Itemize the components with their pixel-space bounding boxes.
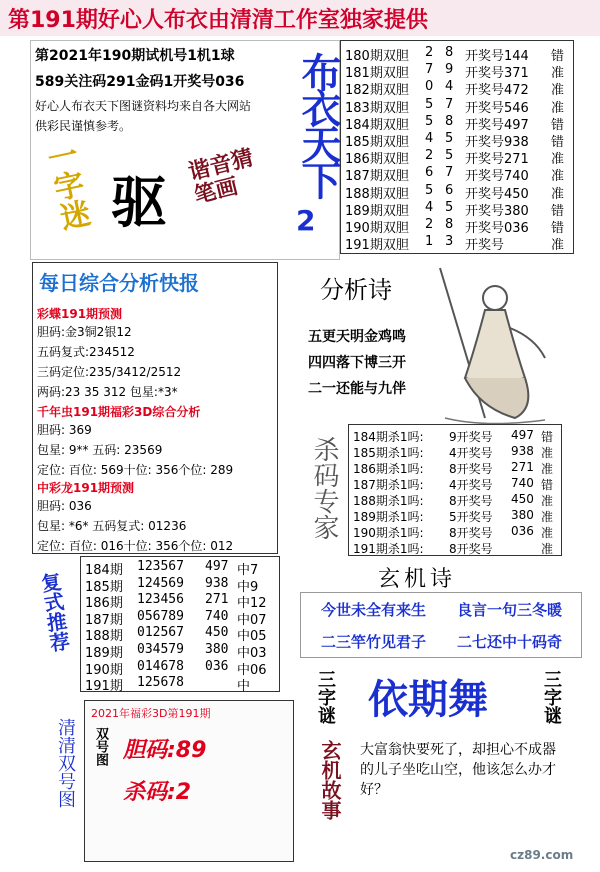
- history-prize: 开奖号271: [465, 152, 529, 168]
- caidie-line: 五码复式:234512: [37, 345, 135, 359]
- history-result: 准: [551, 83, 565, 99]
- compound-issue: 191期: [85, 679, 123, 695]
- zcl-line: 胆码: 036: [37, 499, 92, 513]
- history-a: 6: [425, 165, 434, 181]
- kill-result: 准: [541, 542, 554, 556]
- history-a: 7: [425, 62, 434, 78]
- kill-num: 380: [511, 508, 534, 522]
- history-b: 7: [445, 165, 454, 181]
- qnc-line: 包星: 9** 五码: 23569: [37, 443, 163, 457]
- compound-hit: 中06: [237, 662, 267, 678]
- kill-issue: 190期杀1吗:: [353, 526, 424, 540]
- history-a: 2: [425, 45, 434, 60]
- compound-hit: 中12: [237, 596, 267, 612]
- history-result: 准: [551, 238, 565, 254]
- compound-hit: 中: [237, 679, 251, 695]
- intro-line-1: 第2021年190期试机号1机1球: [35, 48, 235, 64]
- kill-label: 杀码专家: [309, 436, 339, 540]
- history-a: 1: [425, 234, 434, 250]
- kill-value: 8开奖号: [449, 526, 493, 540]
- watermark: cz89.com: [510, 848, 574, 862]
- kill-result: 准: [541, 510, 554, 524]
- kill-value: 8开奖号: [449, 542, 493, 556]
- history-issue: 186期双胆: [345, 152, 409, 168]
- bottom-riddle-right: 三字谜: [541, 670, 562, 724]
- history-a: 2: [425, 217, 434, 232]
- compound-hit: 中7: [237, 563, 259, 578]
- compound-issue: 186期: [85, 596, 123, 612]
- kill-value: 8开奖号: [449, 462, 493, 476]
- compound-label: 复式推荐: [36, 570, 72, 654]
- history-result: 准: [551, 152, 565, 168]
- history-a: 5: [425, 182, 434, 198]
- history-a: 5: [425, 113, 434, 129]
- intro-line-4: 供彩民谨慎参考。: [35, 119, 132, 133]
- kill-result: 准: [541, 494, 554, 508]
- history-issue: 180期双胆: [345, 49, 409, 64]
- double-chart-side: 双号图: [93, 727, 108, 766]
- compound-issue: 185期: [85, 579, 123, 595]
- bottom-riddle-center: 依期舞: [368, 677, 488, 723]
- compound-hit: 中07: [237, 612, 267, 628]
- history-b: 5: [445, 131, 454, 146]
- compound-num: 450: [205, 625, 229, 641]
- compound-num: 380: [205, 642, 229, 657]
- compound-hit: 中03: [237, 646, 267, 661]
- history-prize: 开奖号371: [465, 66, 529, 82]
- history-prize: 开奖号144: [465, 49, 529, 64]
- kill-value: 4开奖号: [449, 478, 493, 492]
- history-result: 错: [551, 203, 565, 219]
- zcl-title: 中彩龙191期预测: [37, 481, 135, 495]
- history-result: 准: [551, 66, 565, 82]
- kill-result: 准: [541, 462, 554, 476]
- compound-num: 740: [205, 608, 229, 624]
- compound-issue: 189期: [85, 646, 123, 661]
- daily-banner: 每日综合分析快报: [39, 271, 199, 295]
- kill-issue: 189期杀1吗:: [353, 510, 424, 524]
- kill-panel: [348, 424, 562, 556]
- xuanji-panel: [300, 592, 582, 658]
- intro-line-3: 好心人布衣天下图谜资料均来自各大网站: [35, 99, 252, 113]
- compound-set: 014678: [137, 658, 184, 674]
- compound-set: 123567: [137, 559, 184, 574]
- history-issue: 183期双胆: [345, 100, 409, 116]
- compound-num: 938: [205, 575, 229, 591]
- history-result: 准: [551, 186, 565, 202]
- kill-value: 5开奖号: [449, 510, 493, 524]
- caidie-line: 胆码:金3铜2银12: [37, 325, 132, 339]
- history-issue: 191期双胆: [345, 238, 409, 254]
- kill-num: 450: [511, 492, 534, 506]
- riddle-center-char: 驱: [111, 171, 167, 236]
- history-a: 2: [425, 148, 434, 164]
- history-prize: 开奖号: [465, 238, 505, 254]
- history-b: 4: [445, 79, 454, 95]
- riddle-left-vertical: 一字迷: [39, 138, 92, 234]
- qnc-line: 定位: 百位: 569十位: 356个位: 289: [37, 463, 234, 477]
- compound-num: 271: [205, 592, 229, 608]
- kill-num: 497: [511, 428, 534, 442]
- history-result: 错: [551, 135, 565, 150]
- kill-value: 8开奖号: [449, 494, 493, 508]
- intro-line-2: 589关注码291金码1开奖号036: [35, 74, 245, 90]
- brand-number: 2: [296, 204, 316, 237]
- bottom-riddle-left: 三字谜: [315, 670, 336, 724]
- compound-num: 036: [205, 658, 229, 674]
- history-prize: 开奖号497: [465, 117, 529, 133]
- story-text: 大富翁快要死了，却担心不成器的儿子坐吃山空，他该怎么办才好？: [360, 742, 556, 798]
- history-prize: 开奖号546: [465, 100, 529, 116]
- xuanji-line-1b: 良言一句三冬暖: [457, 601, 563, 619]
- kill-num: 271: [511, 460, 534, 474]
- compound-set: 125678: [137, 675, 184, 691]
- poem-line-2: 四四落下博三开: [308, 355, 406, 371]
- history-issue: 182期双胆: [345, 83, 409, 99]
- story-label: 玄机故事: [318, 740, 342, 820]
- compound-num: 497: [205, 559, 229, 574]
- history-prize: 开奖号380: [465, 203, 529, 219]
- kill-value: 4开奖号: [449, 446, 493, 460]
- riddle-right-text: 谐音猜笔画: [186, 145, 257, 209]
- compound-panel: [80, 556, 280, 695]
- history-a: 5: [425, 96, 434, 112]
- history-result: 错: [551, 221, 565, 236]
- kill-issue: 187期杀1吗:: [353, 478, 424, 492]
- xuanji-title: 玄机诗: [378, 567, 457, 592]
- history-result: 准: [551, 169, 565, 185]
- compound-hit: 中9: [237, 579, 259, 595]
- compound-hit: 中05: [237, 629, 267, 645]
- xuanji-line-2b: 二七还中十码奇: [457, 633, 563, 651]
- caidie-line: 三码定位:235/3412/2512: [37, 365, 182, 379]
- qnc-title: 千年虫191期福彩3D综合分析: [37, 405, 201, 419]
- history-issue: 189期双胆: [345, 203, 409, 219]
- compound-set: 123456: [137, 592, 184, 608]
- kill-issue: 184期杀1吗:: [353, 430, 424, 444]
- history-result: 准: [551, 100, 565, 116]
- history-b: 8: [445, 113, 454, 129]
- double-chart-title: 2021年福彩3D第191期: [91, 707, 211, 720]
- caidie-line: 两码:23 35 312 包星:*3*: [37, 385, 178, 399]
- kill-result: 准: [541, 446, 554, 460]
- poem-title: 分析诗: [320, 276, 392, 304]
- kill-result: 错: [541, 478, 554, 492]
- history-b: 6: [445, 182, 454, 198]
- kill-num: 036: [511, 524, 534, 538]
- kill-num: 740: [511, 476, 534, 490]
- compound-issue: 184期: [85, 563, 123, 578]
- history-a: 4: [425, 131, 434, 146]
- xuanji-line-1a: 今世未全有来生: [321, 601, 427, 619]
- compound-set: 124569: [137, 575, 184, 591]
- zcl-line: 包星: *6* 五码复式: 01236: [37, 519, 187, 533]
- compound-set: 056789: [137, 608, 184, 624]
- history-panel: [340, 40, 574, 254]
- dan-code: 胆码:89: [123, 738, 207, 763]
- history-b: 5: [445, 199, 454, 215]
- brand-vertical: 布衣天下: [295, 52, 341, 196]
- history-issue: 187期双胆: [345, 169, 409, 185]
- kill-issue: 185期杀1吗:: [353, 446, 424, 460]
- kill-issue: 191期杀1吗:: [353, 542, 424, 556]
- daily-panel: [32, 262, 278, 554]
- compound-issue: 190期: [85, 662, 123, 678]
- kill-issue: 188期杀1吗:: [353, 494, 424, 508]
- qnc-line: 胆码: 369: [37, 423, 92, 437]
- history-prize: 开奖号938: [465, 135, 529, 150]
- compound-set: 034579: [137, 642, 184, 657]
- history-prize: 开奖号472: [465, 83, 529, 99]
- history-b: 5: [445, 148, 454, 164]
- caidie-title: 彩蝶191期预测: [37, 307, 123, 321]
- compound-issue: 188期: [85, 629, 123, 645]
- history-result: 错: [551, 49, 565, 64]
- kill-value: 9开奖号: [449, 430, 493, 444]
- history-b: 8: [445, 45, 454, 60]
- history-a: 4: [425, 199, 434, 215]
- history-issue: 181期双胆: [345, 66, 409, 82]
- history-b: 8: [445, 217, 454, 232]
- compound-issue: 187期: [85, 612, 123, 628]
- poem-line-1: 五更天明金鸡鸣: [308, 329, 406, 345]
- double-chart-panel: [84, 700, 294, 862]
- history-b: 3: [445, 234, 454, 250]
- history-issue: 185期双胆: [345, 135, 409, 150]
- compound-set: 012567: [137, 625, 184, 641]
- history-result: 错: [551, 117, 565, 133]
- poem-line-3: 二一还能与九伴: [308, 381, 406, 397]
- history-prize: 开奖号740: [465, 169, 529, 185]
- xuanji-line-2a: 二三竿竹见君子: [321, 633, 427, 651]
- kill-result: 错: [541, 430, 554, 444]
- history-b: 7: [445, 96, 454, 112]
- zcl-line: 定位: 百位: 016十位: 356个位: 012: [37, 539, 234, 553]
- kill-num: 938: [511, 444, 534, 458]
- page-title: 第191期好心人布衣由清清工作室独家提供: [8, 8, 428, 33]
- kill-issue: 186期杀1吗:: [353, 462, 424, 476]
- history-prize: 开奖号036: [465, 221, 529, 236]
- sha-code: 杀码:2: [123, 780, 192, 805]
- kill-result: 准: [541, 526, 554, 540]
- history-issue: 190期双胆: [345, 221, 409, 236]
- history-issue: 184期双胆: [345, 117, 409, 133]
- sage-illustration: [425, 258, 560, 428]
- history-issue: 188期双胆: [345, 186, 409, 202]
- history-a: 0: [425, 79, 434, 95]
- double-chart-label: 清清双号图: [55, 718, 76, 808]
- history-prize: 开奖号450: [465, 186, 529, 202]
- history-b: 9: [445, 62, 454, 78]
